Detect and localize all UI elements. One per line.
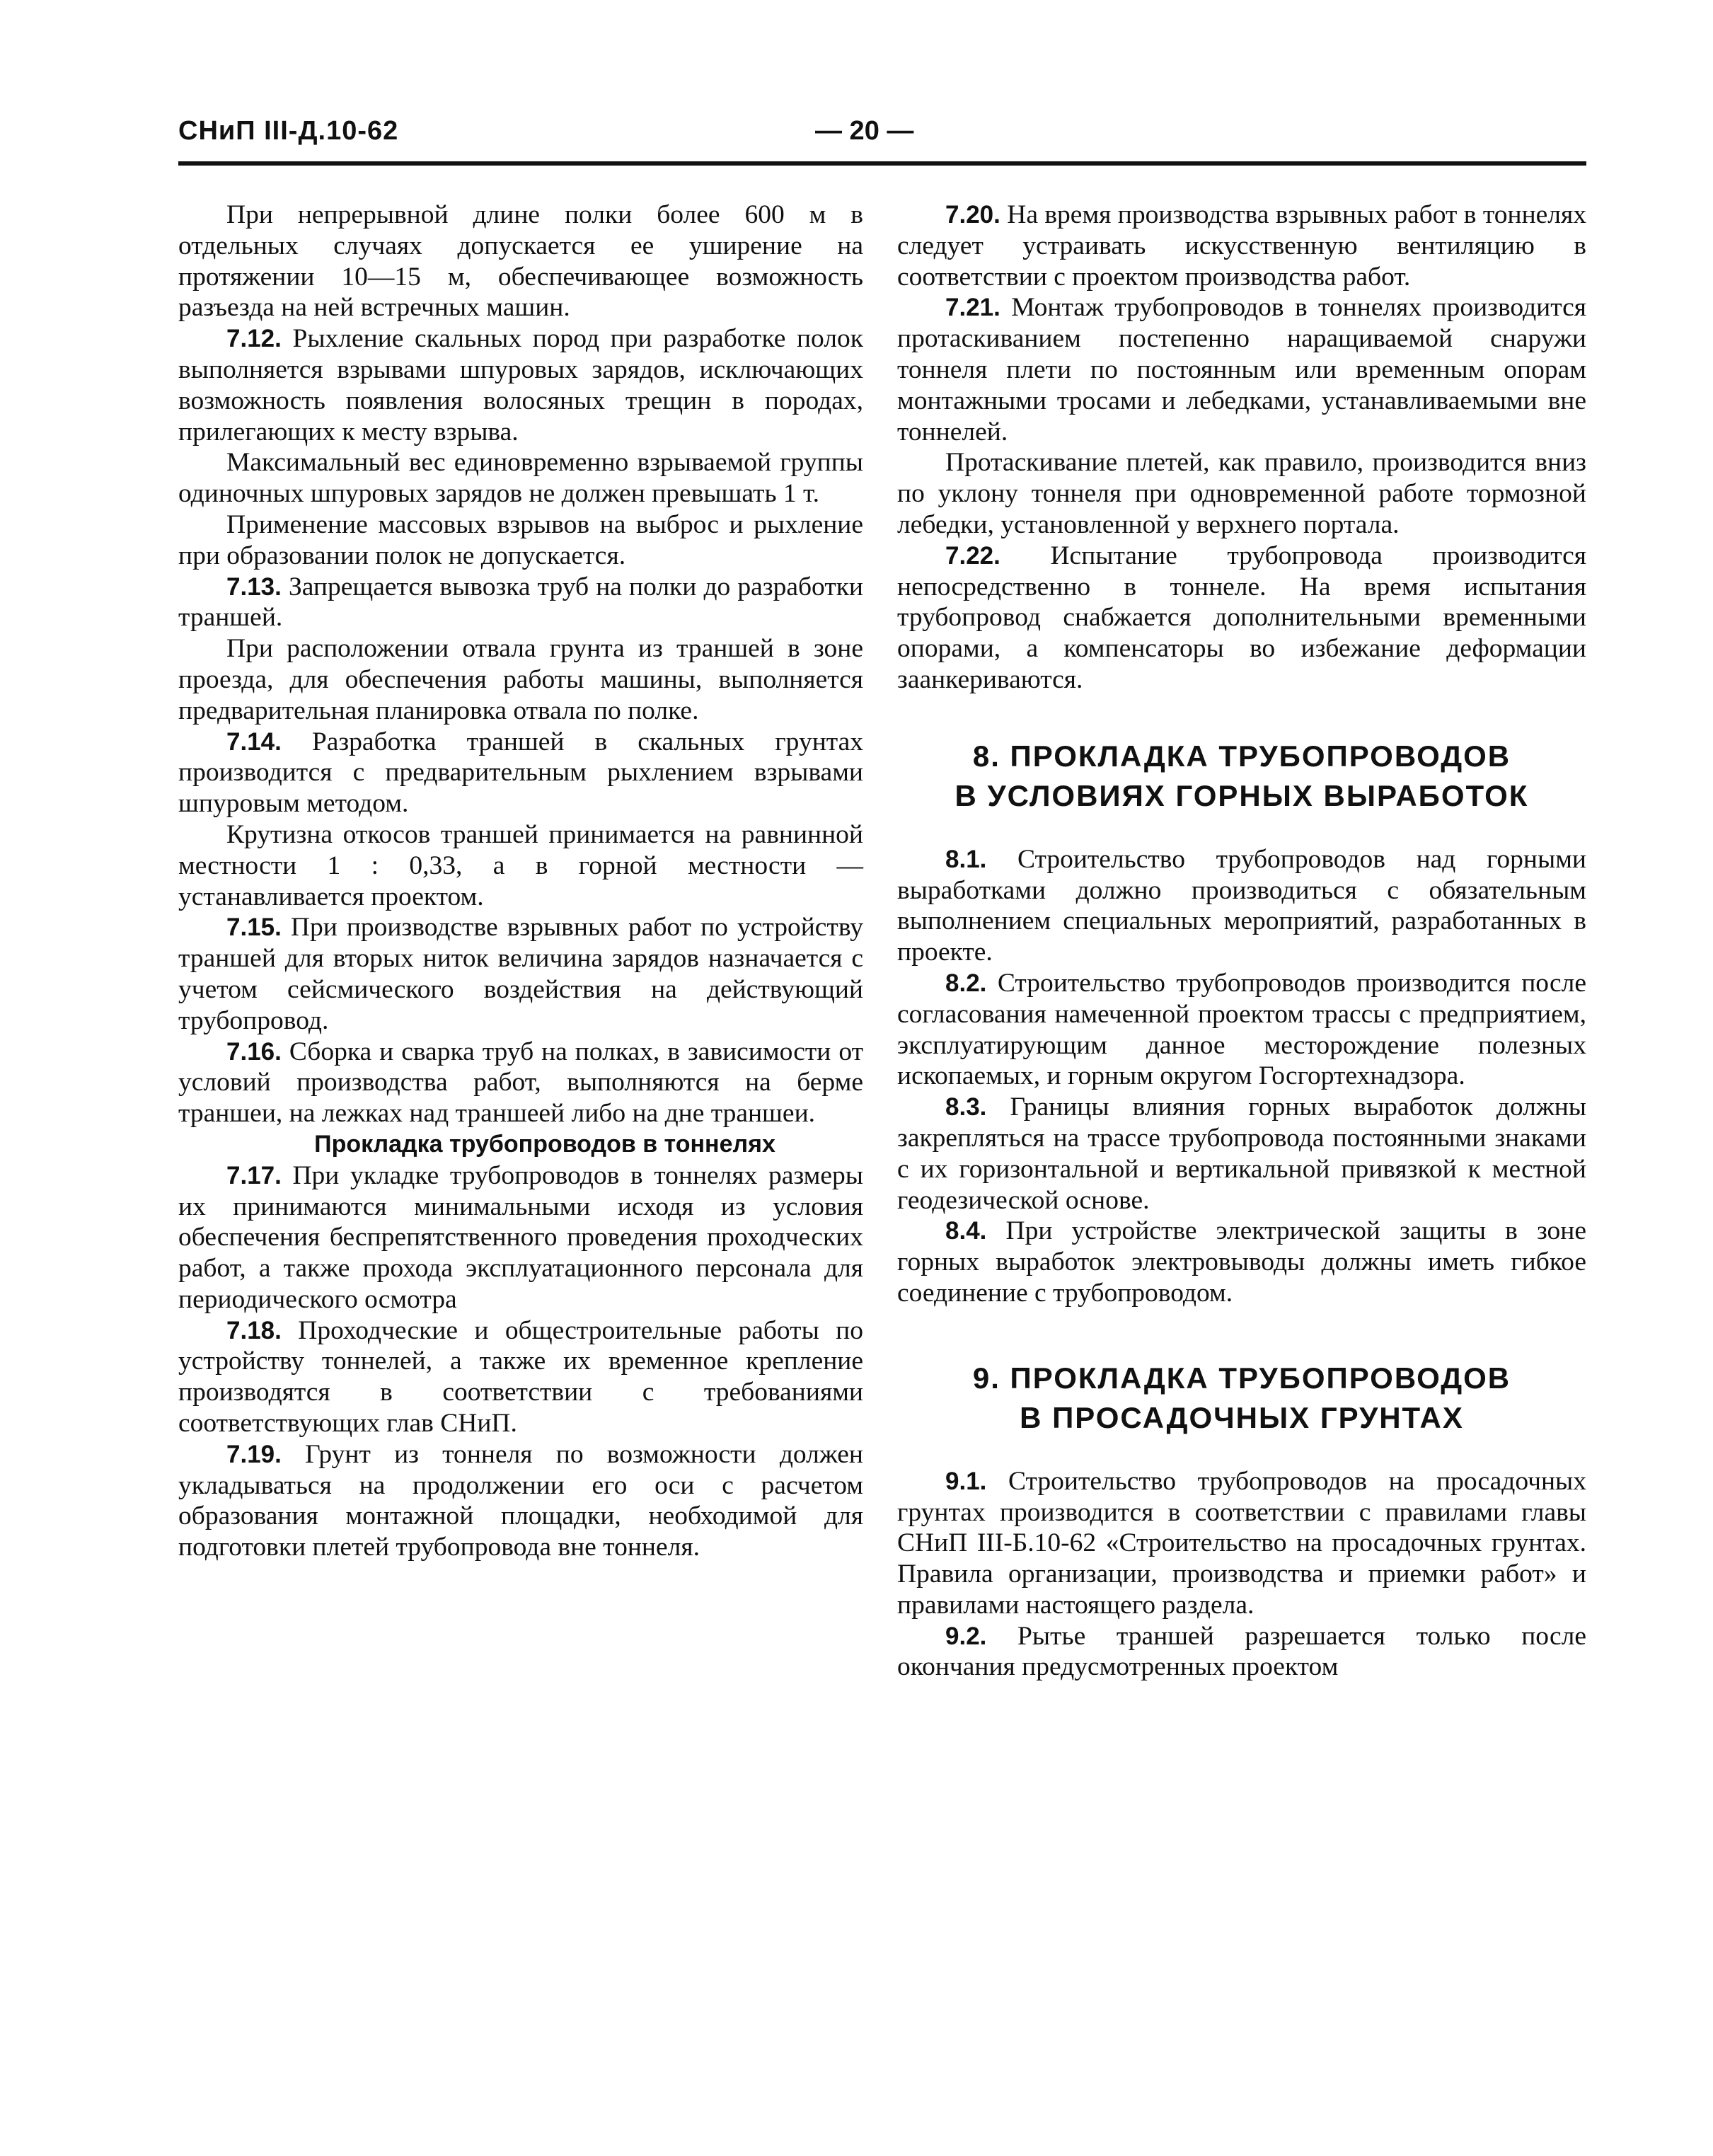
paragraph-7-16: [178, 1037, 863, 1129]
paragraph-text: При укладке трубопроводов в тоннелях размеры их принимаются минимальными исходя из условия обеспечения беспрепятственного проведения проходческих работ, а также прохода эксплуатационного персонала для периодического осмотра: [178, 1160, 863, 1314]
section-heading-line: 9. ПРОКЛАДКА ТРУБОПРОВОДОВ: [972, 1361, 1511, 1395]
section-heading-line: В УСЛОВИЯХ ГОРНЫХ ВЫРАБОТОК: [954, 778, 1529, 812]
subsection-heading: Прокладка трубопроводов в тоннелях: [314, 1130, 775, 1158]
paragraph: [178, 509, 863, 572]
paragraph-text: Строительство трубопроводов на просадочных грунтах производится в соответствии с правилами главы СНиП III-Б.10-62 «Строительство на просадочных грунтах. Правила организации, производства и приемки работ» и правилами настоящего раздела.: [897, 1466, 1586, 1620]
paragraph-9-2: [897, 1621, 1586, 1683]
paragraph-7-15: [178, 912, 863, 1036]
page-number: — 20 —: [815, 116, 914, 146]
paragraph-text: Применение массовых взрывов на выброс и рыхление при образовании полок не допускается.: [178, 509, 863, 570]
left-column: [178, 200, 863, 1563]
section-heading-line: В ПРОСАДОЧНЫХ ГРУНТАХ: [1020, 1400, 1464, 1434]
paragraph-8-3: [897, 1092, 1586, 1216]
paragraph-text: Рытье траншей разрешается только после окончания предусмотренных проектом: [897, 1621, 1586, 1682]
paragraph-text: Максимальный вес единовременно взрываемой группы одиночных шпуровых зарядов не должен превышать 1 т.: [178, 448, 863, 509]
paragraph: [178, 200, 863, 323]
paragraph-text: Границы влияния горных выработок должны закрепляться на трассе трубопровода постоянными знаками с их горизонтальной и вертикальной привязкой к местной геодезической основе.: [897, 1093, 1586, 1215]
paragraph-text: При непрерывной длине полки более 600 м в отдельных случаях допускается ее уширение на протяжении 10—15 м, обеспечивающее возможность разъезда на ней встречных машин.: [178, 200, 863, 323]
clause-number: 7.20.: [945, 201, 1000, 229]
paragraph-7-17: [178, 1160, 863, 1315]
paragraph-text: Рыхление скальных пород при разработке полок выполняется взрывами шпуровых зарядов, исключающих возможность появления волосяных трещин в породах, прилегающих к месту взрыва.: [178, 324, 863, 446]
paragraph: [178, 819, 863, 912]
clause-number: 7.21.: [945, 294, 1000, 322]
document-code: СНиП III-Д.10-62: [178, 116, 399, 146]
clause-number: 9.1.: [945, 1467, 987, 1495]
clause-number: 8.2.: [945, 969, 987, 997]
paragraph-7-12: [178, 323, 863, 447]
section-heading-line: 8. ПРОКЛАДКА ТРУБОПРОВОДОВ: [972, 739, 1511, 773]
right-column: [897, 200, 1586, 1683]
clause-number: 8.1.: [945, 845, 987, 873]
clause-number: 8.3.: [945, 1093, 987, 1122]
clause-number: 7.17.: [226, 1161, 282, 1189]
paragraph-text: Запрещается вывозка труб на полки до разработки траншей.: [178, 572, 863, 633]
paragraph-8-2: [897, 968, 1586, 1092]
paragraph-text: Сборка и сварка труб на полках, в зависимости от условий производства работ, выполняются на берме траншеи, на лежках над траншеей либо на дне траншеи.: [178, 1037, 863, 1129]
clause-number: 7.14.: [226, 727, 282, 756]
paragraph-text: При производстве взрывных работ по устройству траншей для вторых ниток величина зарядов назначается с учетом сейсмического воздействия на действующий трубопровод.: [178, 913, 863, 1035]
clause-number: 7.13.: [226, 572, 282, 601]
paragraph-text: При расположении отвала грунта из траншей в зоне проезда, для обеспечения работы машины, выполняется предварительная планировка отвала по полке.: [178, 634, 863, 725]
paragraph-text: Испытание трубопровода производится непосредственно в тоннеле. На время испытания трубопровод снабжается дополнительными временными опорами, а компенсаторы во избежание деформации заанкериваются.: [897, 541, 1586, 694]
paragraph: [178, 633, 863, 726]
paragraph: [178, 447, 863, 509]
paragraph-7-20: [897, 200, 1586, 292]
paragraph-text: На время производства взрывных работ в тоннелях следует устраивать искусственную вентиляцию в соответствии с проектом производства работ.: [897, 200, 1586, 292]
paragraph-text: Крутизна откосов траншей принимается на равнинной местности 1 : 0,33, а в горной местности — устанавливается проектом.: [178, 819, 863, 911]
clause-number: 7.22.: [945, 541, 1000, 570]
paragraph-text: Грунт из тоннеля по возможности должен укладываться на продолжении его оси с расчетом образования монтажной площадки, необходимой для подготовки плетей трубопровода вне тоннеля.: [178, 1439, 863, 1562]
paragraph-9-1: [897, 1466, 1586, 1621]
paragraph-8-1: [897, 844, 1586, 968]
clause-number: 7.18.: [226, 1316, 282, 1344]
section-9-heading: [897, 1359, 1586, 1438]
clause-number: 9.2.: [945, 1622, 987, 1650]
paragraph-text: Протаскивание плетей, как правило, производится вниз по уклону тоннеля при одновременной работе тормозной лебедки, установленной у верхнего портала.: [897, 448, 1586, 539]
clause-number: 8.4.: [945, 1217, 987, 1245]
header-rule: [178, 161, 1586, 166]
paragraph-text: При устройстве электрической защиты в зоне горных выработок электровыводы должны иметь гибкое соединение с трубопроводом.: [897, 1216, 1586, 1308]
clause-number: 7.16.: [226, 1037, 282, 1066]
clause-number: 7.15.: [226, 913, 282, 942]
paragraph-text: Строительство трубопроводов над горными выработками должно производиться с обязательным выполнением специальных мероприятий, разработанных в проекте.: [897, 844, 1586, 967]
paragraph-text: Разработка траншей в скальных грунтах производится с предварительным рыхлением взрывами шпуровым методом.: [178, 727, 863, 819]
paragraph-7-14: [178, 727, 863, 819]
paragraph-7-18: [178, 1315, 863, 1439]
paragraph-text: Монтаж трубопроводов в тоннелях производится протаскиванием постепенно наращиваемой снаружи тоннеля плети по постоянным или временным опорам монтажными тросами и лебедками, устанавливаемыми вне тоннелей.: [897, 293, 1586, 446]
paragraph: [897, 447, 1586, 540]
paragraph-7-19: [178, 1439, 863, 1563]
paragraph-7-22: [897, 541, 1586, 696]
page-header: [178, 113, 1586, 160]
clause-number: 7.12.: [226, 325, 282, 353]
paragraph-7-21: [897, 292, 1586, 447]
paragraph-8-4: [897, 1216, 1586, 1308]
section-8-heading: [897, 737, 1586, 816]
paragraph-7-13: [178, 572, 863, 634]
paragraph-text: Строительство трубопроводов производится после согласования намеченной проектом трассы с предприятием, эксплуатирующим данное месторождение полезных ископаемых, и горным округом Госгортехнадзора.: [897, 968, 1586, 1091]
clause-number: 7.19.: [226, 1440, 282, 1468]
paragraph-text: Проходческие и общестроительные работы по устройству тоннелей, а также их временное крепление производятся в соответствии с требованиями соответствующих глав СНиП.: [178, 1315, 863, 1439]
